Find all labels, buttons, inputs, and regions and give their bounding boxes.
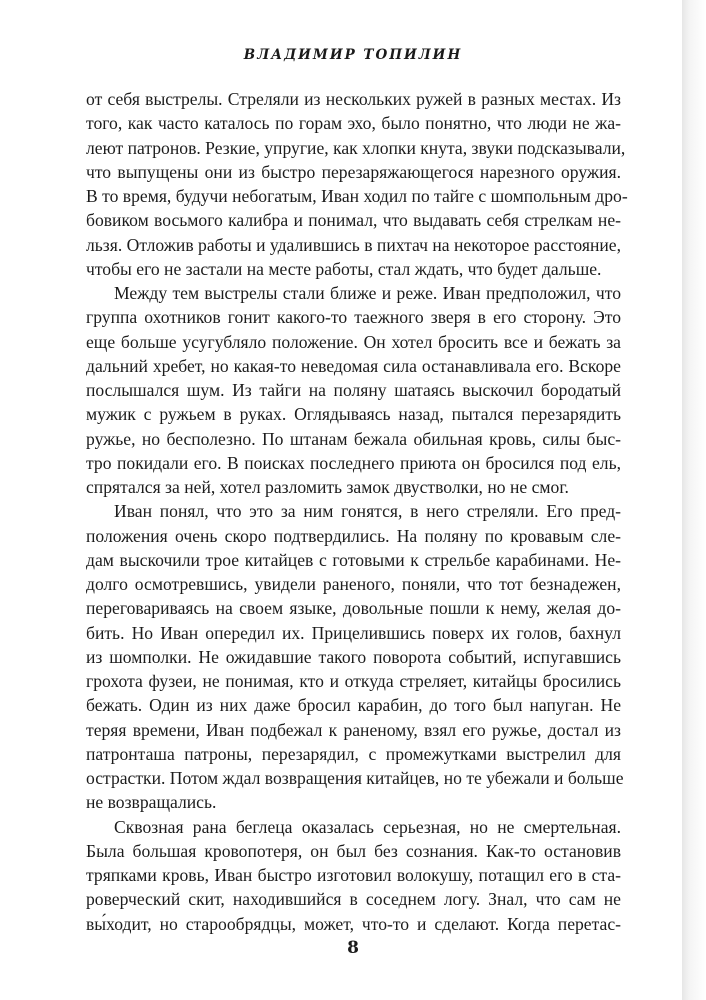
text-line: дальний хребет, но какая-то неведомая сила останавливала его. Вскоре	[86, 355, 621, 376]
text-line: тряпками кровь, Иван быстро изготовил волокушу, потащил его в ста-	[86, 865, 621, 885]
text-line: спрятался за ней, хотел разломить замок двустволки, но не смог.	[86, 477, 569, 497]
page-number: 8	[347, 938, 359, 958]
text-line: острастки. Потом ждал возвращения китайцев, но те убежали и больше	[86, 768, 624, 788]
page-edge-shadow	[682, 0, 706, 1000]
text-line: бовиком восьмого калибра и понимал, что выдавать себя стрелкам не-	[86, 210, 621, 231]
text-line: Сквозная рана беглеца оказалась серьезная, но не смертельная.	[114, 816, 621, 837]
text-line: В то время, будучи небогатым, Иван ходил по тайге с шомпольным дро-	[86, 186, 628, 206]
text-line: бежать. Один из них даже бросил карабин, до того был напуган. Не	[86, 695, 621, 716]
body-text	[86, 87, 628, 936]
text-line: Между тем выстрелы стали ближе и реже. Иван предположил, что	[114, 283, 621, 303]
text-line: от себя выстрелы. Стреляли из нескольких ружей в разных местах. Из	[86, 89, 621, 109]
running-header-author: ВЛАДИМИР ТОПИЛИН	[243, 47, 463, 63]
text-line: роверческий скит, находившийся в соседнем логу. Знал, что сам не	[86, 889, 621, 910]
text-line: переговариваясь на своем языке, довольные пошли к нему, желая до-	[86, 598, 621, 619]
text-line: грохота фузеи, не понимая, кто и откуда стреляет, китайцы бросились	[86, 671, 621, 691]
paragraph	[86, 499, 624, 814]
text-line: льзя. Отложив работы и удалившись в пихтач на некоторое расстояние,	[86, 234, 621, 255]
text-line: из шомполки. Не ожидавшие такого поворота событий, испугавшись	[86, 646, 621, 667]
text-line: долго осмотревшись, увидели раненого, поняли, что тот безнадежен,	[86, 574, 621, 594]
text-line: чтобы его не застали на месте работы, стал ждать, что будет дальше.	[86, 258, 602, 279]
text-line: группа охотников гонит какого-то таежного зверя в его сторону. Это	[86, 307, 621, 328]
text-line: леют патронов. Резкие, упругие, как хлопки кнута, звуки подсказывали,	[86, 137, 626, 158]
text-line: не возвращались.	[86, 792, 217, 813]
text-line: того, как часто каталось по горам эхо, было понятно, что люди не жа-	[86, 113, 621, 134]
text-line: послышался шум. Из тайги на поляну шатаясь выскочил бородатый	[86, 380, 621, 400]
text-line: бить. Но Иван опередил их. Прицелившись поверх их голов, бахнул	[86, 622, 621, 643]
text-line: что выпущены они из быстро перезаряжающегося нарезного оружия.	[86, 161, 621, 182]
paragraph	[86, 815, 621, 936]
text-line: еще больше усугубляло положение. Он хотел бросить все и бежать за	[86, 331, 621, 352]
text-line: Иван понял, что это за ним гонятся, в него стреляли. Его пред-	[114, 501, 621, 522]
text-line: положения очень скоро подтвердились. На поляну по кровавым сле-	[86, 525, 621, 546]
text-line: тро покидали его. В поисках последнего приюта он бросился под ель,	[86, 452, 621, 473]
text-line: ружье, но бесполезно. По штанам бежала обильная кровь, силы быс-	[86, 428, 621, 449]
text-line: патронташа патроны, перезарядил, с промежутками выстрелил для	[86, 743, 621, 764]
paragraph	[86, 281, 621, 499]
paragraph	[86, 87, 628, 281]
text-line: дам выскочили трое китайцев с готовыми к стрельбе карабинами. Не-	[86, 549, 621, 570]
text-line: Была большая кровопотеря, он был без сознания. Как-то остановив	[86, 840, 621, 861]
text-line: теряя времени, Иван подбежал к раненому, взял его ружье, достал из	[86, 719, 621, 740]
text-line: мужик с ружьем в руках. Оглядываясь назад, пытался перезарядить	[86, 404, 621, 425]
text-line: вы́ходит, но старообрядцы, может, что-то и сделают. Когда перетас-	[86, 913, 621, 934]
